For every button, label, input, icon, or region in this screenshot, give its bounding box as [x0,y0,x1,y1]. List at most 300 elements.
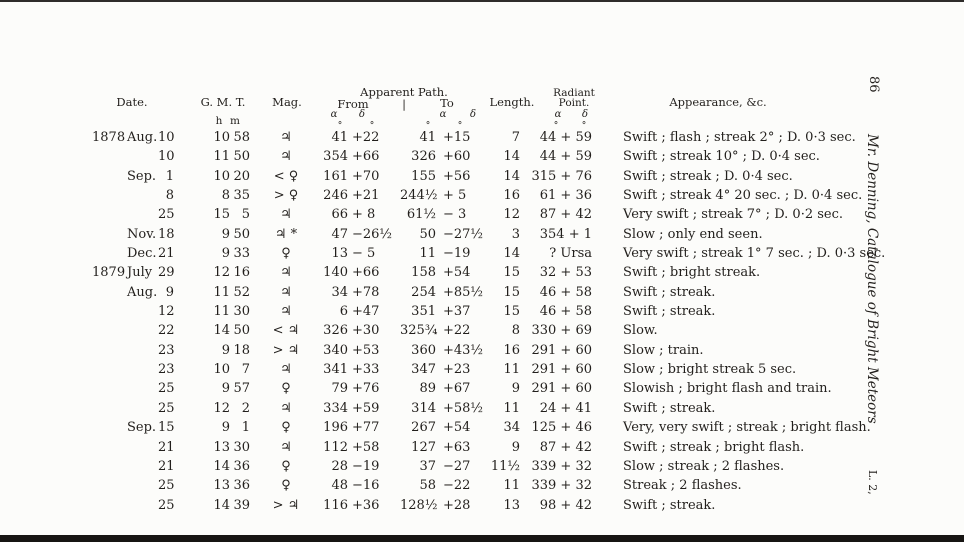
cell-to-dec: +54 [443,265,471,281]
cell-to-dec: +28 [443,497,471,513]
cell-month [127,476,158,495]
cell-from-dec: +33 [352,362,380,378]
cell-month [127,379,158,398]
cell-from-dec: +53 [352,342,380,358]
cell-day: 21 [158,458,175,474]
cell-day: 25 [158,400,175,416]
cell-gmt-minutes: 58 [233,130,250,145]
cell-from-dec: +58 [352,439,380,455]
cell-magnitude: > ♀ [273,188,299,204]
cell-appearance: Swift ; bright streak. [623,265,761,281]
minutes-unit-label: m [230,115,240,127]
cell-month [127,321,158,340]
cell-from-ra: 48 [331,478,348,494]
cell-from-ra: 41 [331,130,348,145]
cell-year [88,399,127,418]
cell-to-ra: 61½ [406,207,436,223]
cell-month: Sep. [127,420,157,436]
table-row [88,418,871,437]
cell-from-dec: +21 [352,188,380,204]
cell-year: 1879 [92,265,126,281]
cell-appearance: Slow ; train. [623,342,704,358]
cell-length: 14 [503,246,520,262]
margin-title-rotated: Mr. Denning, Catalogue of Bright Meteors [864,134,880,424]
cell-from-ra: 140 [323,265,348,281]
cell-length: 11½ [490,458,520,474]
cell-appearance: Very, very swift ; streak ; bright flash. [623,420,871,436]
cell-gmt-minutes: 1 [241,420,250,436]
cell-length: 8 [511,323,520,339]
cell-year [88,457,127,476]
cell-from-ra: 161 [323,168,348,184]
cell-gmt-minutes: 39 [233,497,250,513]
cell-to-ra: 50 [419,226,436,242]
cell-year [88,205,127,224]
cell-day: 25 [158,381,175,397]
cell-length: 14 [503,149,520,165]
page-number-rotated: 86 [866,76,881,93]
cell-day: 23 [158,342,175,358]
cell-from-dec: +22 [352,130,380,145]
cell-to-ra: 158 [411,265,436,281]
cell-to-ra: 89 [419,381,436,397]
cell-radiant-point: 24 + 41 [539,400,592,416]
cell-year [88,321,127,340]
degree-mark: ° [425,121,431,131]
cell-to-ra: 127 [411,439,436,455]
cell-year [88,225,127,244]
cell-gmt-minutes: 20 [233,168,250,184]
cell-from-dec: +70 [352,168,380,184]
cell-to-ra: 351 [411,304,436,320]
table-row [88,302,868,321]
col-header-length: Length. [489,95,535,109]
cell-month [127,205,158,224]
cell-length: 16 [503,342,520,358]
cell-year [88,418,127,437]
cell-appearance: Slow ; only end seen. [623,226,763,242]
cell-gmt-minutes: 16 [233,265,250,281]
cell-to-dec: +15 [443,130,471,145]
cell-year [88,147,127,166]
cell-from-dec: +36 [352,497,380,513]
cell-gmt-hours: 9 [221,226,230,242]
table-row [88,186,868,205]
cell-gmt-hours: 15 [213,207,230,223]
table-row [88,379,868,398]
cell-radiant-point: 44 + 59 [539,149,592,165]
alpha-symbol-from: α [330,109,338,120]
cell-month: Aug. [127,130,158,145]
signature-mark-rotated: L. 2, [866,470,879,495]
cell-day: 9 [165,284,174,300]
table-row [88,283,868,302]
cell-appearance: Swift ; flash ; streak 2° ; D. 0·3 sec. [623,130,856,145]
cell-to-dec: +67 [443,381,471,397]
cell-appearance: Swift ; streak 4° 20 sec. ; D. 0·4 sec. [623,188,863,204]
bottom-border-rule [0,535,964,542]
cell-day: 10 [158,149,175,165]
cell-length: 14 [503,168,520,184]
cell-from-dec: +66 [352,149,380,165]
delta-symbol-from: δ [358,109,366,120]
cell-year [88,438,127,457]
cell-gmt-minutes: 5 [241,207,250,223]
cell-from-ra: 79 [331,381,348,397]
cell-to-dec: −22 [443,478,471,494]
cell-appearance: Swift ; streak 10° ; D. 0·4 sec. [623,149,820,165]
cell-month [127,360,158,379]
cell-gmt-minutes: 35 [233,188,250,204]
cell-from-dec: +47 [352,304,380,320]
cell-month: Dec. [127,246,157,262]
cell-gmt-hours: 9 [221,246,230,262]
cell-from-ra: 334 [323,400,348,416]
cell-length: 16 [503,188,520,204]
cell-gmt-hours: 9 [221,342,230,358]
cell-gmt-minutes: 30 [233,304,250,320]
table-row [88,205,868,224]
cell-gmt-minutes: 33 [233,246,250,262]
cell-from-dec: −26½ [352,226,393,242]
cell-from-ra: 341 [323,362,348,378]
cell-radiant-point: 44 + 59 [539,130,592,145]
cell-month: July [127,265,153,281]
cell-day: 8 [165,188,174,204]
delta-symbol-radiant: δ [581,109,589,120]
degree-mark: ° [553,121,559,131]
cell-appearance: Slowish ; bright flash and train. [623,381,832,397]
cell-length: 15 [503,265,520,281]
cell-radiant-point: 339 + 32 [531,478,592,494]
cell-gmt-hours: 10 [213,362,230,378]
cell-from-dec: +66 [352,265,380,281]
cell-to-ra: 347 [411,362,436,378]
col-header-radiant-line2: Point. [558,97,590,109]
table-row [88,244,886,263]
cell-radiant-point: 87 + 42 [539,439,592,455]
table-row [88,321,868,340]
cell-gmt-hours: 11 [213,149,230,165]
cell-gmt-minutes: 30 [233,439,250,455]
table-row [88,476,868,495]
cell-appearance: Swift ; streak. [623,497,716,513]
alpha-symbol-to: α [439,109,447,120]
cell-to-dec: +37 [443,304,471,320]
cell-length: 9 [511,439,520,455]
cell-radiant-point: 98 + 42 [539,497,592,513]
table-row [88,147,868,166]
cell-to-dec: +58½ [443,400,484,416]
cell-gmt-hours: 12 [213,265,230,281]
cell-from-dec: +30 [352,323,380,339]
cell-appearance: Slow ; streak ; 2 flashes. [623,458,785,474]
cell-from-ra: 66 [331,207,348,223]
header-column-separator: | [402,97,406,111]
cell-magnitude: ♃ [280,130,292,145]
degree-mark: ° [369,121,375,131]
cell-radiant-point: 291 + 60 [531,381,592,397]
cell-to-dec: + 5 [443,188,467,204]
col-header-from: From [337,97,369,111]
cell-to-ra: 128½ [400,497,438,513]
cell-from-ra: 47 [331,226,348,242]
cell-gmt-minutes: 50 [233,226,250,242]
cell-length: 7 [511,130,520,145]
cell-magnitude: ♃ [280,207,292,223]
cell-magnitude: ♃ [280,149,292,165]
cell-gmt-hours: 14 [213,458,230,474]
cell-appearance: Swift ; streak ; D. 0·4 sec. [623,168,793,184]
cell-from-dec: +78 [352,284,380,300]
cell-radiant-point: 354 + 1 [539,226,592,242]
cell-to-ra: 244½ [400,188,438,204]
cell-to-dec: +54 [443,420,471,436]
cell-from-ra: 28 [331,458,348,474]
cell-month [127,457,158,476]
cell-month [127,186,158,205]
cell-from-ra: 34 [331,284,348,300]
cell-appearance: Streak ; 2 flashes. [623,478,742,494]
cell-year [88,302,127,321]
degree-mark: ° [337,121,343,131]
cell-appearance: Very swift ; streak 7° ; D. 0·2 sec. [623,207,844,223]
cell-month [127,302,158,321]
cell-length: 15 [503,284,520,300]
table-row [88,438,868,457]
cell-magnitude: < ♃ [272,323,300,339]
cell-to-dec: +63 [443,439,471,455]
cell-gmt-hours: 9 [221,420,230,436]
col-header-date: Date. [116,95,148,109]
col-header-mag: Mag. [272,95,302,109]
cell-to-dec: +56 [443,168,471,184]
cell-gmt-minutes: 36 [233,478,250,494]
cell-gmt-hours: 11 [213,304,230,320]
cell-year [88,283,127,302]
cell-radiant-point: 87 + 42 [539,207,592,223]
cell-radiant-point: 291 + 60 [531,342,592,358]
cell-to-ra: 41 [419,130,436,145]
degree-mark: ° [581,121,587,131]
cell-gmt-minutes: 7 [241,362,250,378]
cell-from-dec: −19 [352,458,380,474]
cell-day: 21 [158,439,175,455]
cell-day: 18 [158,226,175,242]
cell-day: 25 [158,497,175,513]
cell-from-dec: +77 [352,420,380,436]
cell-from-dec: +59 [352,400,380,416]
cell-year [88,379,127,398]
cell-radiant-point: 46 + 58 [539,304,592,320]
cell-day: 25 [158,207,175,223]
cell-year [88,167,127,186]
cell-day: 29 [158,265,175,281]
table-row [88,496,868,515]
cell-from-ra: 13 [331,246,348,262]
cell-gmt-hours: 14 [213,497,230,513]
table-row [88,225,868,244]
cell-month: Nov. [127,226,157,242]
cell-length: 13 [503,497,520,513]
cell-radiant-point: 291 + 60 [531,362,592,378]
cell-magnitude: ♃ * [274,226,298,242]
cell-month: Sep. [127,168,157,184]
cell-gmt-hours: 8 [221,188,230,204]
cell-to-ra: 58 [419,478,436,494]
cell-length: 12 [503,207,520,223]
cell-gmt-minutes: 52 [233,284,250,300]
cell-length: 15 [503,304,520,320]
cell-day: 10 [158,130,175,145]
cell-day: 22 [158,323,175,339]
table-row [88,399,868,418]
table-row [88,457,868,476]
cell-length: 34 [503,420,520,436]
cell-length: 11 [503,362,520,378]
delta-symbol-to: δ [469,109,477,120]
cell-day: 21 [158,246,175,262]
cell-gmt-minutes: 50 [233,149,250,165]
cell-year [88,341,127,360]
table-row [88,341,868,360]
cell-magnitude: ♃ [280,400,292,416]
cell-to-ra: 254 [411,284,436,300]
cell-day: 15 [158,420,175,436]
cell-to-ra: 325¾ [400,323,438,339]
cell-gmt-minutes: 50 [233,323,250,339]
cell-gmt-hours: 10 [213,130,230,145]
table-row [88,167,868,186]
cell-to-ra: 267 [411,420,436,436]
cell-day: 12 [158,304,175,320]
cell-day: 23 [158,362,175,378]
cell-gmt-hours: 11 [213,284,230,300]
cell-gmt-hours: 13 [213,478,230,494]
cell-length: 9 [511,381,520,397]
cell-month [127,341,158,360]
cell-month [127,399,158,418]
cell-appearance: Swift ; streak. [623,284,716,300]
cell-length: 3 [511,226,520,242]
cell-from-ra: 116 [323,497,348,513]
cell-gmt-hours: 9 [221,381,230,397]
degree-mark: ° [457,121,463,131]
cell-gmt-hours: 10 [213,168,230,184]
cell-gmt-hours: 12 [213,400,230,416]
cell-magnitude: < ♀ [273,168,299,184]
cell-to-ra: 314 [411,400,436,416]
cell-magnitude: ♃ [280,265,292,281]
cell-to-ra: 11 [419,246,436,262]
cell-month [127,496,158,515]
cell-magnitude: > ♃ [272,497,300,513]
cell-radiant-point: ? Ursa [549,246,592,262]
cell-radiant-point: 32 + 53 [539,265,592,281]
cell-radiant-point: 46 + 58 [539,284,592,300]
hours-unit-label: h [215,115,223,127]
col-header-radiant-line1: Radiant [553,87,595,99]
cell-to-dec: −27½ [443,226,484,242]
cell-to-dec: +43½ [443,342,484,358]
cell-year [88,244,127,263]
cell-magnitude: ♀ [281,381,291,397]
table-row [88,360,868,379]
cell-to-dec: +85½ [443,284,484,300]
cell-from-ra: 326 [323,323,348,339]
cell-appearance: Slow ; bright streak 5 sec. [623,362,797,378]
cell-year [88,496,127,515]
cell-gmt-minutes: 36 [233,458,250,474]
cell-from-dec: − 5 [352,246,376,262]
cell-year: 1878 [92,130,126,145]
cell-gmt-hours: 13 [213,439,230,455]
cell-appearance: Slow. [623,323,658,339]
cell-radiant-point: 315 + 76 [531,168,592,184]
alpha-symbol-radiant: α [554,109,562,120]
cell-month [127,438,158,457]
cell-to-ra: 155 [411,168,436,184]
cell-magnitude: ♃ [280,439,292,455]
cell-gmt-minutes: 2 [241,400,250,416]
cell-appearance: Very swift ; streak 1° 7 sec. ; D. 0·3 sec. [623,246,886,262]
cell-from-ra: 6 [339,304,348,320]
cell-magnitude: ♀ [281,246,291,262]
cell-to-dec: − 3 [443,207,467,223]
cell-appearance: Swift ; streak. [623,400,716,416]
cell-from-ra: 354 [323,149,348,165]
cell-month [127,147,158,166]
cell-from-dec: + 8 [352,207,376,223]
cell-from-ra: 246 [323,188,348,204]
cell-to-dec: +23 [443,362,471,378]
table-row [88,263,868,282]
cell-year [88,360,127,379]
cell-radiant-point: 61 + 36 [539,188,592,204]
cell-radiant-point: 339 + 32 [531,458,592,474]
cell-day: 25 [158,478,175,494]
cell-month: Aug. [127,284,158,300]
cell-length: 11 [503,400,520,416]
cell-from-dec: +76 [352,381,380,397]
cell-to-ra: 37 [419,458,436,474]
col-header-apparent-path: Apparent Path. [360,85,448,99]
cell-day: 1 [165,168,174,184]
col-header-appearance: Appearance, &c. [669,95,767,109]
cell-magnitude: ♀ [281,478,291,494]
cell-from-ra: 112 [323,439,348,455]
cell-to-dec: +22 [443,323,471,339]
cell-to-ra: 360 [411,342,436,358]
cell-magnitude: ♀ [281,458,291,474]
cell-year [88,476,127,495]
col-header-to: To [440,96,454,110]
cell-gmt-minutes: 18 [233,342,250,358]
cell-from-dec: −16 [352,478,380,494]
cell-magnitude: ♀ [281,420,291,436]
cell-appearance: Swift ; streak. [623,304,716,320]
cell-from-ra: 340 [323,342,348,358]
cell-magnitude: ♃ [280,284,292,300]
col-header-gmt: G. M. T. [200,95,246,109]
cell-magnitude: > ♃ [272,342,300,358]
cell-to-dec: −19 [443,246,471,262]
cell-to-ra: 326 [411,149,436,165]
cell-radiant-point: 330 + 69 [531,323,592,339]
table-header [88,84,868,131]
cell-year [88,186,127,205]
cell-to-dec: −27 [443,458,471,474]
